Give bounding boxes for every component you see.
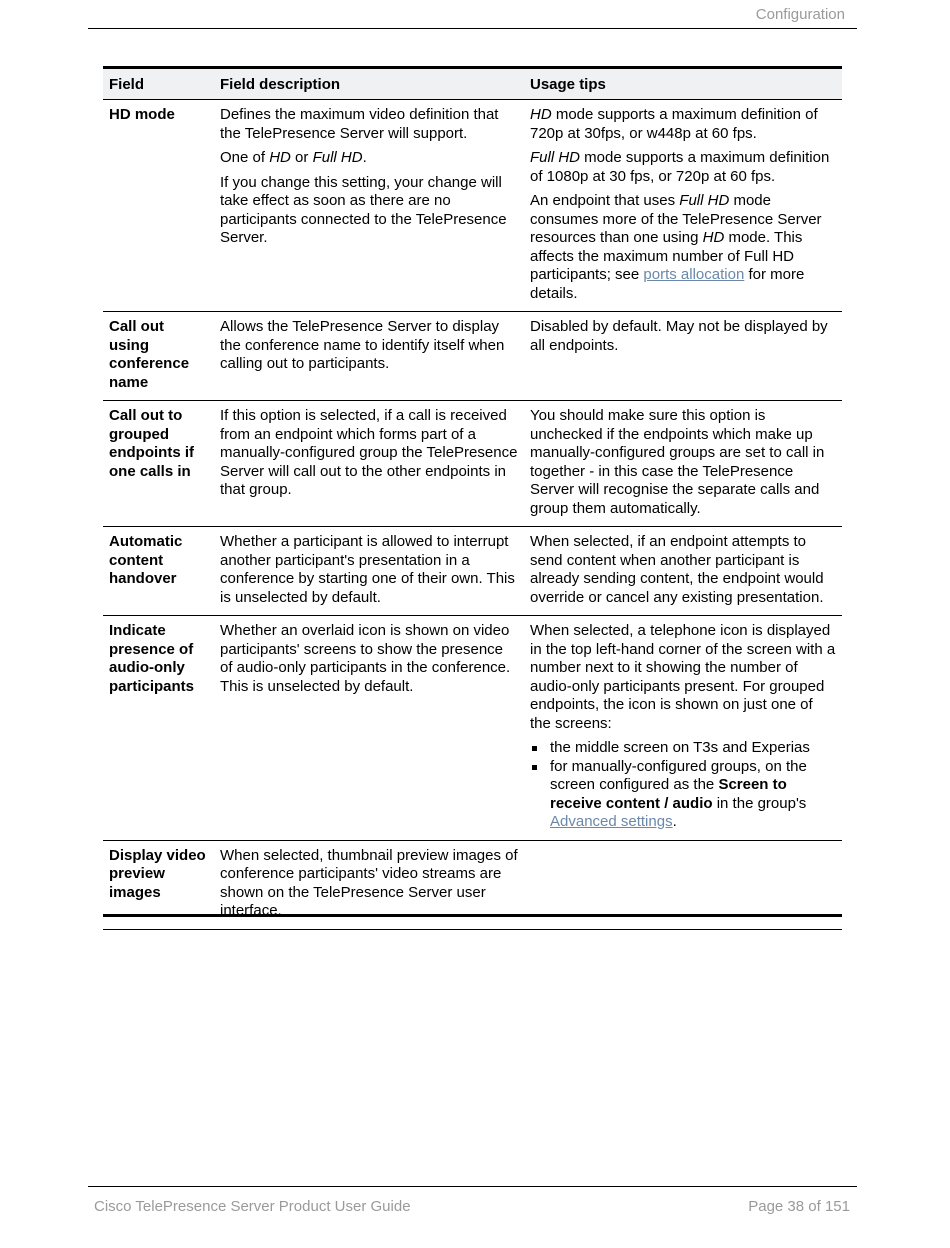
- advanced-settings-link[interactable]: Advanced settings: [550, 813, 673, 830]
- bold-text: Screen to receive content / audio: [550, 776, 787, 812]
- text-run: mode supports a maximum definition of 1080p at 30 fps, or 720p at 60 fps.: [530, 149, 830, 185]
- description-paragraph: [220, 149, 518, 168]
- emphasis-text: HD: [269, 149, 291, 166]
- text-run: mode supports a maximum definition of 720p at 30fps, or w448p at 60 fps.: [530, 106, 818, 142]
- text-run: An endpoint that uses: [530, 192, 680, 209]
- usage-tips: [524, 527, 842, 616]
- table-row: [103, 527, 842, 616]
- table-row: [103, 100, 842, 312]
- table-end-rule: [103, 914, 842, 917]
- tips-bullet-list: [530, 739, 836, 832]
- text-run: .: [672, 813, 677, 830]
- usage-tips: [524, 616, 842, 841]
- field-description: [214, 527, 524, 616]
- usage-tips: [524, 312, 842, 401]
- footer-guide-title: Cisco TelePresence Server Product User Guide: [94, 1198, 411, 1215]
- square-bullet-icon: [532, 746, 537, 751]
- tips-paragraph: You should make sure this option is unchecked if the endpoints which make up manually-configured groups are set to call in together - in this case the TelePresence Server will recognise the separate calls and group them automatically.: [530, 407, 825, 517]
- emphasis-text: Full HD: [530, 149, 581, 166]
- column-header-field: Field: [103, 68, 214, 100]
- description-paragraph: When selected, thumbnail preview images of conference participants' video streams are shown on the TelePresence Server user interface.: [220, 846, 518, 919]
- description-paragraph: Allows the TelePresence Server to display the conference name to identify itself when calling out to participants.: [220, 318, 505, 372]
- field-description: [214, 616, 524, 841]
- settings-table: [103, 66, 842, 930]
- header-title: Configuration: [755, 6, 845, 23]
- description-paragraph: Whether a participant is allowed to interrupt another participant's presentation in a conference by starting one of their own. This is unselected by default.: [220, 533, 515, 606]
- field-name: Call out to grouped endpoints if one calls in: [103, 401, 214, 527]
- text-run: or: [290, 149, 313, 166]
- tips-paragraph: When selected, if an endpoint attempts to send content when another participant is already sending content, the endpoint would override or cancel any existing presentation.: [530, 533, 824, 606]
- footer-page-number: Page 38 of 151: [748, 1198, 850, 1215]
- field-name: Indicate presence of audio-only participants: [103, 616, 214, 841]
- footer-divider: [88, 1186, 857, 1187]
- text-run: mode. This affects the maximum number of Full HD participants; see: [530, 229, 803, 283]
- tips-paragraph: [530, 106, 836, 143]
- text-run: mode consumes more of the TelePresence Server resources than one using: [530, 192, 822, 246]
- tips-paragraph: [530, 192, 836, 303]
- tips-paragraph: When selected, a telephone icon is displayed in the top left-hand corner of the screen with a number next to it showing the number of audio-only participants present. For grouped endpoints, the icon is shown on just one of the screens:: [530, 622, 836, 732]
- list-item: [530, 739, 836, 758]
- text-run: One of: [220, 149, 270, 166]
- field-description: [214, 312, 524, 401]
- tips-paragraph: [530, 149, 836, 186]
- table-header-row: [103, 68, 842, 100]
- field-description: [214, 100, 524, 312]
- text-run: for manually-configured groups, on the screen configured as the: [550, 757, 807, 793]
- field-description: [214, 401, 524, 527]
- emphasis-text: Full HD: [312, 149, 363, 166]
- description-paragraph: Defines the maximum video definition that the TelePresence Server will support.: [220, 106, 499, 142]
- tips-paragraph: Disabled by default. May not be displayed by all endpoints.: [530, 318, 828, 354]
- usage-tips: [524, 401, 842, 527]
- description-paragraph: If you change this setting, your change will take effect as soon as there are no participants connected to the TelePresence Server.: [220, 173, 507, 246]
- ports-allocation-link[interactable]: ports allocation: [643, 266, 745, 283]
- usage-tips: [524, 100, 842, 312]
- field-name: Display video preview images: [103, 840, 214, 929]
- emphasis-text: HD: [530, 106, 552, 123]
- table-row: [103, 616, 842, 841]
- header-divider: [88, 28, 857, 29]
- text-run: .: [362, 149, 367, 166]
- field-name: Call out using conference name: [103, 312, 214, 401]
- column-header-description: Field description: [214, 68, 524, 100]
- square-bullet-icon: [532, 765, 537, 770]
- settings-table-container: [103, 66, 842, 930]
- table-row: [103, 401, 842, 527]
- field-name: Automatic content handover: [103, 527, 214, 616]
- text-run: for more details.: [530, 266, 805, 302]
- column-header-usage-tips: Usage tips: [524, 68, 842, 100]
- text-run: in the group's: [712, 794, 807, 812]
- emphasis-text: Full HD: [679, 192, 730, 209]
- description-paragraph: If this option is selected, if a call is received from an endpoint which forms part of a manually-configured group the TelePresence Server will call out to the other endpoints in that group.: [220, 407, 518, 498]
- text-run: the middle screen on T3s and Experias: [550, 739, 810, 756]
- list-item: [530, 758, 836, 832]
- emphasis-text: HD: [702, 229, 725, 246]
- field-name: HD mode: [103, 100, 214, 312]
- description-paragraph: Whether an overlaid icon is shown on video participants' screens to show the presence of audio-only participants in the conference. This is unselected by default.: [220, 622, 511, 695]
- table-row: [103, 312, 842, 401]
